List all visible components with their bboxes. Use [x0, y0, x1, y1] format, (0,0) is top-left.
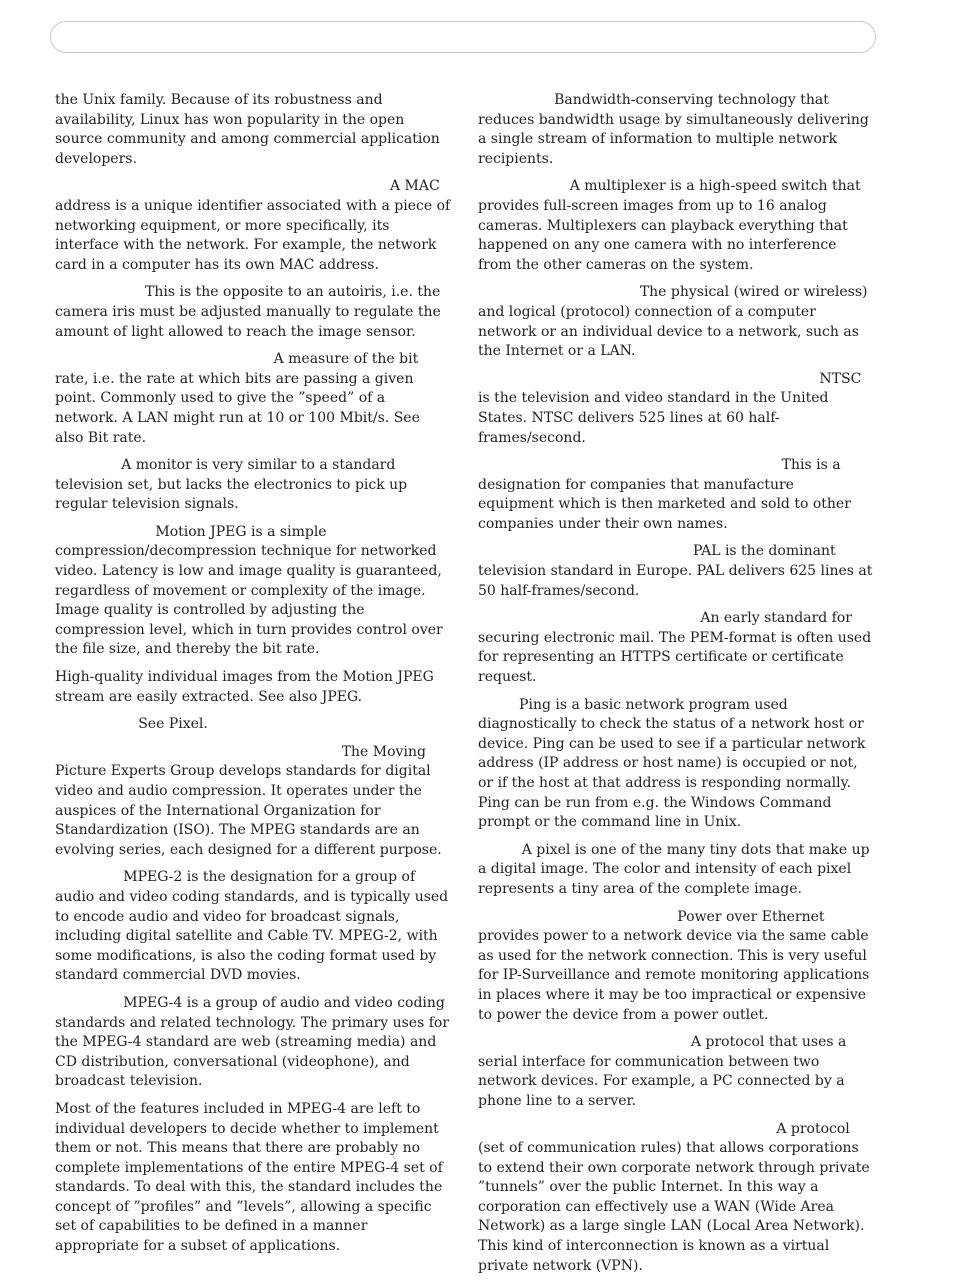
glossary-entry-poe: [478, 908, 874, 1026]
glossary-entry-monitor: [55, 456, 451, 515]
entry-term: [478, 284, 635, 300]
entry-term: [478, 543, 689, 559]
entry-text: A protocol that uses a serial interface for communication between two network devices. For example, a PC connected by a phone line to a server.: [478, 1034, 847, 1109]
glossary-entry-ping: [478, 696, 874, 833]
entry-text: NTSC is the television and video standard in the United States. NTSC delivers 525 lines at 60 half-frames/second.: [478, 370, 862, 446]
glossary-entry-network-connectivity: [478, 283, 874, 361]
entry-term: [478, 457, 777, 473]
glossary-entry-ntsc: [478, 370, 874, 448]
left-column: [55, 91, 451, 1265]
entry-text: The Moving Picture Experts Group develops standards for digital video and audio compression. It operates under the auspices of the International Organization for Standardization (ISO). The MPEG standards are an evolving series, each designed for a different purpose.: [55, 743, 442, 858]
entry-term: [55, 284, 141, 300]
right-column: [478, 91, 874, 1284]
entry-term: [478, 92, 550, 108]
entry-term: [478, 909, 673, 925]
entry-term: [478, 178, 565, 194]
entry-text: A multiplexer is a high-speed switch that provides full-screen images from up to 16 analog cameras. Multiplexers can playback everything that happened on any one camera with no interference from the other cameras on the system.: [478, 178, 861, 273]
entry-text: A pixel is one of the many tiny dots that make up a digital image. The color and intensity of each pixel represents a tiny area of the complete image.: [478, 841, 870, 897]
glossary-entry-mpeg-2: [55, 868, 451, 986]
entry-term: [478, 697, 515, 713]
entry-text: Power over Ethernet provides power to a network device via the same cable as used for the network connection. This is very useful for IP-Surveillance and remote monitoring applications in places where it may be too impractical or expensive to power the device from a power outlet.: [478, 908, 870, 1023]
entry-text: MPEG-2 is the designation for a group of audio and video coding standards, and is typically used to encode audio and video for broadcast signals, including digital satellite and Cable TV. MPEG-2, with some modifications, is also the coding format used by standard commercial DVD movies.: [55, 869, 449, 984]
glossary-entry-ppp: [478, 1033, 874, 1111]
entry-term: [478, 1121, 772, 1137]
entry-text: MPEG-4 is a group of audio and video coding standards and related technology. The primary uses for the MPEG-4 standard are web (streaming media) and CD distribution, conversational (videophone), and broadcast television.: [55, 994, 450, 1090]
entry-text: Motion JPEG is a simple compression/decompression technique for networked video. Latency is low and image quality is guaranteed, regardless of movement or complexity of the image. Image quality is controlled by adjusting the compression level, which in turn provides control over the file size, and thereby the bit rate.: [55, 523, 443, 658]
glossary-entry-mbits: [55, 350, 451, 448]
glossary-entry-pixel: [478, 841, 874, 900]
entry-text: Ping is a basic network program used diagnostically to check the status of a network host or device. Ping can be used to see if a particular network address (IP address or host name) is occupied or not, or if the host at that address is responding normally. Ping can be run from e.g. the Windows Command prompt or the command line in Unix.: [478, 696, 866, 831]
entry-text: PAL is the dominant television standard in Europe. PAL delivers 625 lines at 50 half-frames/second.: [478, 543, 873, 599]
glossary-entry-linux-cont: [55, 91, 451, 169]
entry-text: Bandwidth-conserving technology that reduces bandwidth usage by simultaneously delivering a single stream of information to multiple network recipients.: [478, 92, 869, 167]
entry-term: [478, 842, 517, 858]
glossary-entry-pem: [478, 609, 874, 687]
entry-text: See Pixel.: [138, 716, 208, 733]
entry-text: A monitor is very similar to a standard television set, but lacks the electronics to pick up regular television signals.: [55, 457, 408, 513]
entry-term: [55, 178, 386, 194]
entry-term: [55, 869, 119, 885]
glossary-entry-motion-jpeg-cont: [55, 668, 451, 707]
entry-text: High-quality individual images from the Motion JPEG stream are easily extracted. See also JPEG.: [55, 669, 434, 705]
glossary-entry-mpeg-4-cont: [55, 1100, 451, 1257]
entry-term: [55, 995, 119, 1011]
glossary-entry-mac-address: [55, 177, 451, 275]
entry-term: [55, 744, 337, 760]
entry-text: the Unix family. Because of its robustness and availability, Linux has won popularity in the open source community and among commercial application developers.: [55, 92, 440, 167]
entry-term: [55, 457, 117, 473]
glossary-entry-oem: [478, 456, 874, 534]
glossary-entry-pal: [478, 542, 874, 601]
glossary-entry-manual-iris: [55, 283, 451, 342]
glossary-entry-multicast: [478, 91, 874, 169]
glossary-entry-mpeg-4: [55, 994, 451, 1092]
entry-term: [478, 371, 815, 387]
entry-text: A protocol (set of communication rules) that allows corporations to extend their own corporate network through private ”tunnels” over the public Internet. In this way a corporation can effectively use a WAN (Wide Area Network) as a large single LAN (Local Area Network). This kind of interconnection is known as a virtual private network (VPN).: [478, 1120, 870, 1274]
entry-text: This is the opposite to an autoiris, i.e. the camera iris must be adjusted manually to regulate the amount of light allowed to reach the image sensor.: [55, 284, 441, 340]
glossary-entry-mpeg: [55, 743, 451, 861]
entry-term: [478, 610, 696, 626]
entry-text: A MAC address is a unique identifier associated with a piece of networking equipment, or more specifically, its interface with the network. For example, the network card in a computer has its own MAC address.: [55, 178, 451, 273]
glossary-entry-megapixel: [55, 715, 451, 735]
glossary-entry-multiplexer: [478, 177, 874, 275]
entry-text: The physical (wired or wireless) and logical (protocol) connection of a computer network or an individual device to a network, such as the Internet or a LAN.: [478, 284, 868, 360]
entry-term: [55, 524, 151, 540]
glossary-entry-motion-jpeg: [55, 523, 451, 660]
entry-text: A measure of the bit rate, i.e. the rate at which bits are passing a given point. Commonly used to give the ”speed” of a network. A LAN might run at 10 or 100 Mbit/s. See also Bit rate.: [55, 351, 420, 446]
entry-term: [478, 1034, 686, 1050]
entry-text: Most of the features included in MPEG-4 are left to individual developers to decide whether to implement them or not. This means that there are probably no complete implementations of the entire MPEG-4 set of standards. To deal with this, the standard includes the concept of ”profiles” and ”levels”, allowing a specific set of capabilities to be defined in a manner appropriate for a subset of applications.: [55, 1100, 443, 1255]
entry-term: [55, 716, 134, 732]
header-bar: [50, 21, 876, 53]
entry-term: [55, 351, 269, 367]
glossary-entry-pptp: [478, 1120, 874, 1277]
entry-text: This is a designation for companies that manufacture equipment which is then marketed and sold to other companies under their own names.: [478, 457, 851, 532]
entry-text: An early standard for securing electronic mail. The PEM-format is often used for representing an HTTPS certificate or certificate request.: [478, 610, 872, 686]
